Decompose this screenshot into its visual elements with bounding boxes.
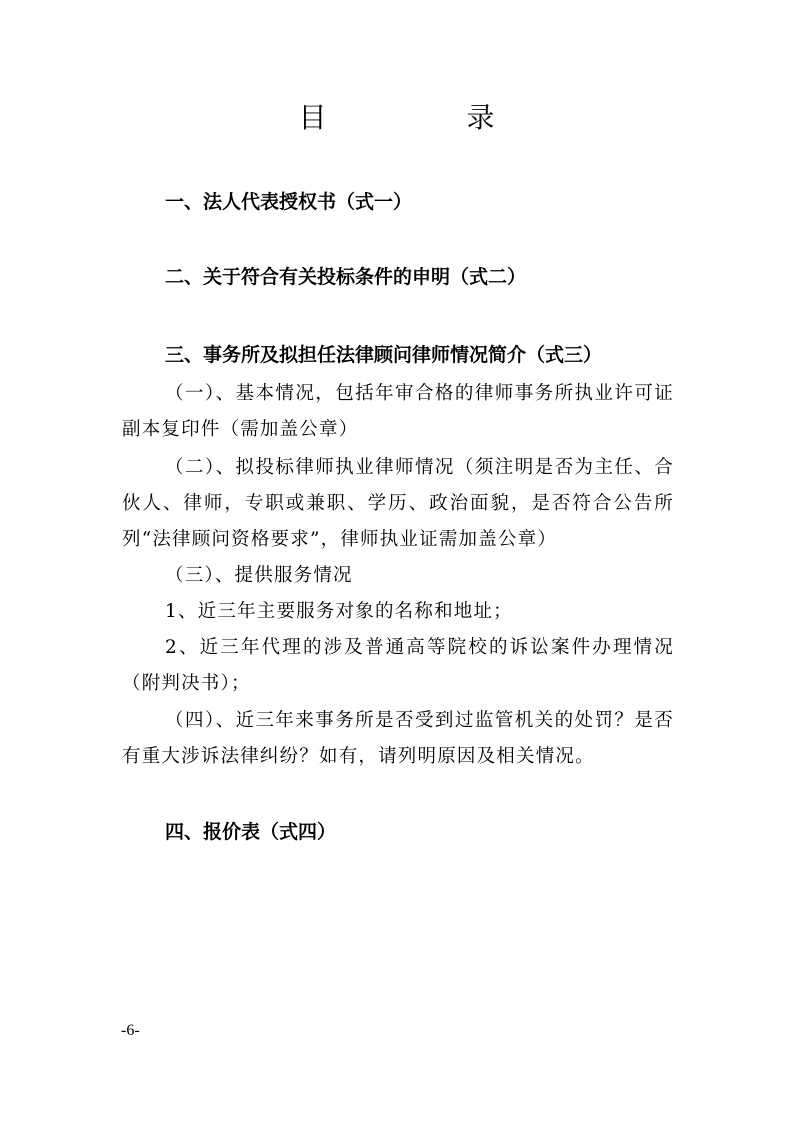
paragraph-penalties: （四）、近三年来事务所是否受到过监管机关的处罚？是否有重大涉诉法律纠纷？如有，请列明原因及相关情况。: [122, 710, 674, 767]
page-title: 目 录: [298, 101, 551, 134]
section-heading-2: 二、关于符合有关投标条件的申明（式二）: [165, 266, 527, 288]
paragraph-litigation-cases: 2、近三年代理的涉及普通高等院校的诉讼案件办理情况（附判决书）；: [122, 637, 674, 694]
paragraph-service-clients: 1、近三年主要服务对象的名称和地址；: [165, 601, 513, 622]
section-heading-3: 三、事务所及拟担任法律顾问律师情况简介（式三）: [165, 344, 603, 366]
section-heading-4: 四、报价表（式四）: [165, 821, 337, 843]
page-number: -6-: [121, 1022, 140, 1039]
paragraph-lawyer-info: （二）、拟投标律师执业律师情况（须注明是否为主任、合伙人、律师，专职或兼职、学历、政治面貌，是否符合公告所列“法律顾问资格要求”，律师执业证需加盖公章）: [122, 457, 674, 550]
paragraph-services: （三）、提供服务情况: [165, 565, 353, 586]
paragraph-basic-info: （一）、基本情况，包括年审合格的律师事务所执业许可证副本复印件（需加盖公章）: [122, 383, 674, 440]
section-heading-1: 一、法人代表授权书（式一）: [165, 191, 413, 213]
